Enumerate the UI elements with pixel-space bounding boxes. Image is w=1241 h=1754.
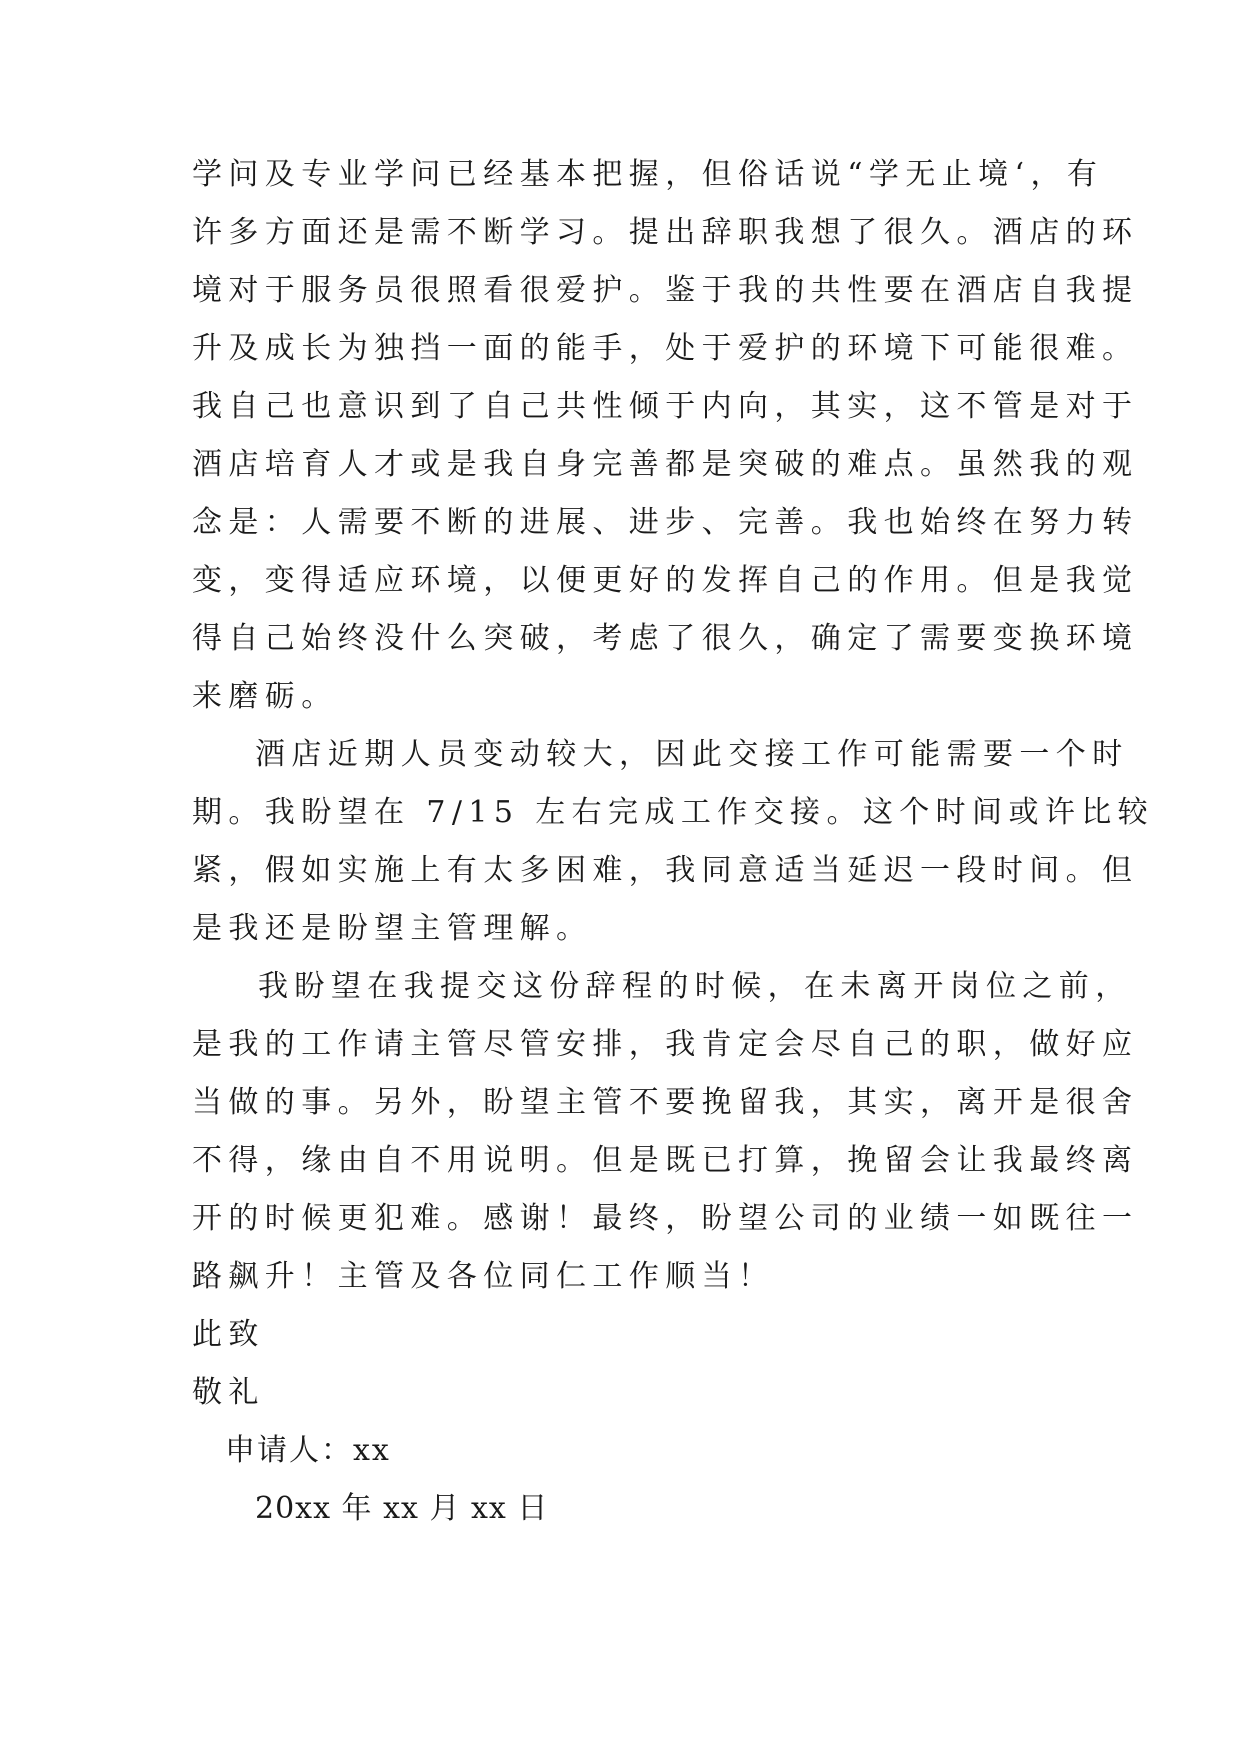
body-line: 我自己也意识到了自己共性倾于内向，其实，这不管是对于 [192,389,1139,424]
paragraph-first-line: 我盼望在我提交这份辞程的时候，在未离开岗位之前， [258,969,1132,1004]
body-line: 路飙升！主管及各位同仁工作顺当！ [192,1259,775,1294]
body-line: 开的时候更犯难。感谢！最终，盼望公司的业绩一如既往一 [192,1201,1139,1236]
body-line: 许多方面还是需不断学习。提出辞职我想了很久。酒店的环 [192,215,1139,250]
body-line: 念是：人需要不断的进展、进步、完善。我也始终在努力转 [192,505,1139,540]
applicant-line: 申请人：xx [225,1433,391,1468]
body-line: 得自己始终没什么突破，考虑了很久，确定了需要变换环境 [192,621,1139,656]
body-line: 酒店培育人才或是我自身完善都是突破的难点。虽然我的观 [192,447,1139,482]
closing-regards: 敬礼 [192,1375,265,1410]
body-line: 是我的工作请主管尽管安排，我肯定会尽自己的职，做好应 [192,1027,1139,1062]
body-line: 期。我盼望在 7/15 左右完成工作交接。这个时间或许比较 [192,795,1155,830]
body-line: 紧，假如实施上有太多困难，我同意适当延迟一段时间。但 [192,853,1139,888]
body-line: 当做的事。另外，盼望主管不要挽留我，其实，离开是很舍 [192,1085,1139,1120]
closing-salutation: 此致 [192,1317,265,1352]
body-line: 学问及专业学问已经基本把握，但俗话说“学无止境‘，有 [192,157,1104,192]
date-line: 20xx 年 xx 月 xx 日 [255,1491,549,1526]
body-line: 升及成长为独挡一面的能手，处于爱护的环境下可能很难。 [192,331,1139,366]
body-line: 境对于服务员很照看很爱护。鉴于我的共性要在酒店自我提 [192,273,1139,308]
body-line: 来磨砺。 [192,679,338,714]
paragraph-first-line: 酒店近期人员变动较大，因此交接工作可能需要一个时 [255,737,1129,772]
body-line: 不得，缘由自不用说明。但是既已打算，挽留会让我最终离 [192,1143,1139,1178]
body-line: 变，变得适应环境，以便更好的发挥自己的作用。但是我觉 [192,563,1139,598]
body-line: 是我还是盼望主管理解。 [192,911,593,946]
